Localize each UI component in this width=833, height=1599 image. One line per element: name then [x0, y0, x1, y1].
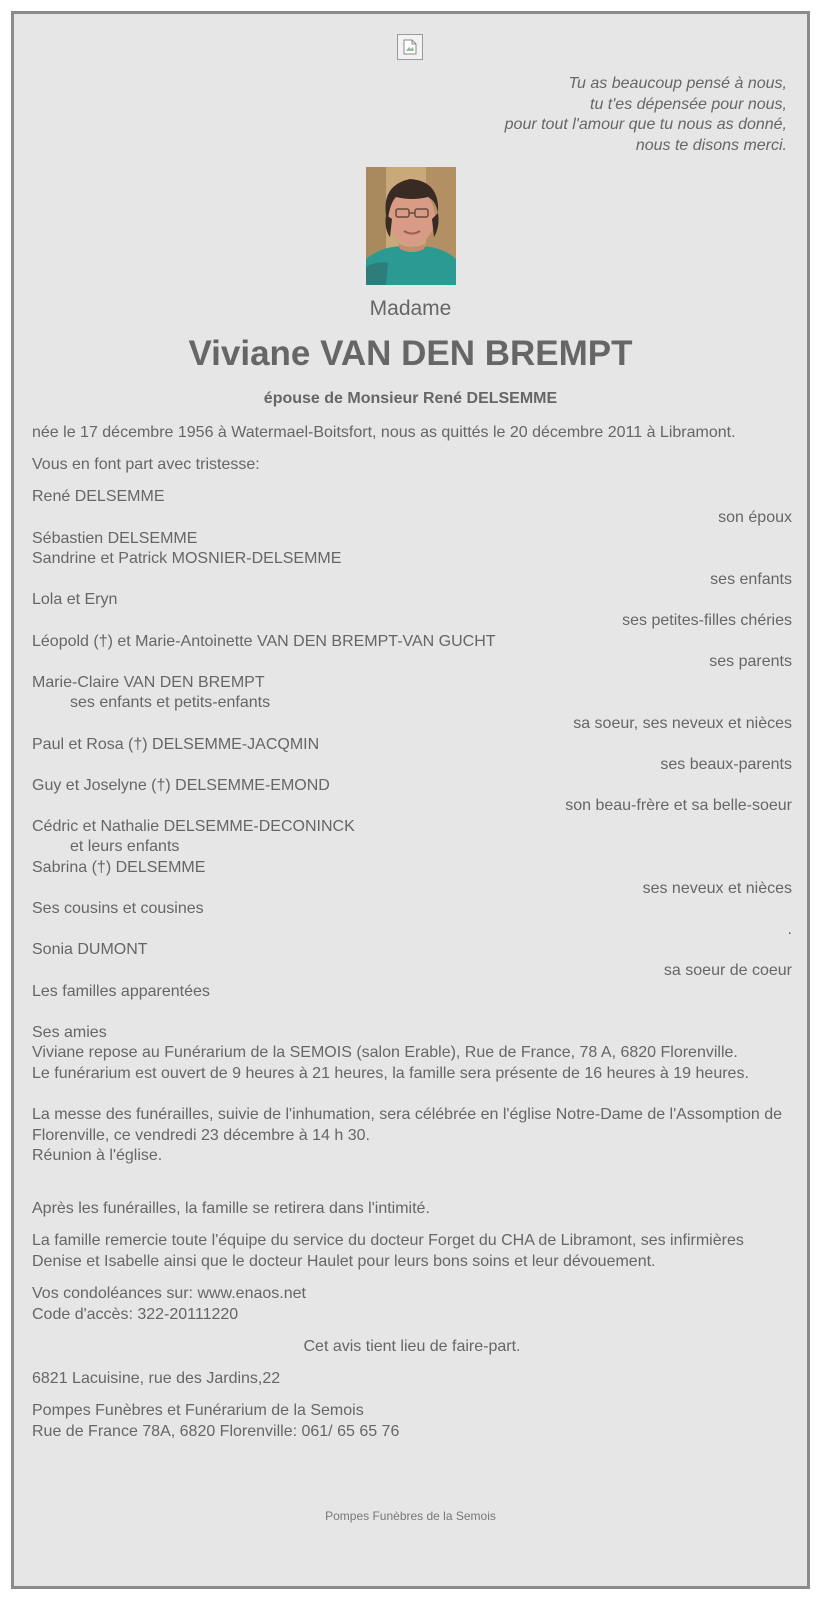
- deceased-name: Viviane VAN DEN BREMPT: [188, 334, 633, 373]
- broken-image-icon: [397, 34, 423, 60]
- family-name: Sonia DUMONT: [32, 941, 148, 959]
- repose-text: Viviane repose au Funérarium de la SEMOIS (salon Erable), Rue de France, 78 A, 6820 Florenville.: [32, 1044, 738, 1062]
- family-name: Sandrine et Patrick MOSNIER-DELSEMME: [32, 550, 342, 568]
- address-text: 6821 Lacuisine, rue des Jardins,22: [32, 1370, 281, 1388]
- family-relation: ses beaux-parents: [660, 756, 792, 774]
- spouse-line: épouse de Monsieur René DELSEMME: [263, 390, 558, 407]
- undertaker-address: Rue de France 78A, 6820 Florenville: 061/ 65 65 76: [32, 1422, 400, 1440]
- blank-line: [32, 1167, 792, 1188]
- family-relation: .: [787, 920, 792, 938]
- portrait-photo: [366, 167, 456, 285]
- footer-credit: Pompes Funèbres de la Semois: [325, 1509, 496, 1523]
- family-name: René DELSEMME: [32, 488, 165, 506]
- obituary-body: [32, 423, 792, 1442]
- birth-death-text: née le 17 décembre 1956 à Watermael-Boitsfort, nous as quittés le 20 décembre 2011 à Libramont.: [32, 424, 736, 441]
- family-relation: ses neveux et nièces: [642, 879, 792, 897]
- obituary-card: [11, 11, 810, 1589]
- condolences-block: [32, 1284, 792, 1325]
- notice-text: Cet avis tient lieu de faire-part.: [303, 1337, 521, 1355]
- family-name: Ses cousins et cousines: [32, 900, 204, 918]
- family-relation: ses petites-filles chéries: [622, 611, 792, 629]
- family-name: Cédric et Nathalie DELSEMME-DECONINCK: [32, 817, 355, 835]
- blank-line: [32, 1002, 792, 1023]
- family-list: [32, 487, 792, 1043]
- after-funeral-text: Après les funérailles, la famille se retirera dans l'intimité.: [32, 1200, 430, 1218]
- family-name: Lola et Eryn: [32, 591, 118, 609]
- family-name: Paul et Rosa (†) DELSEMME-JACQMIN: [32, 735, 320, 753]
- family-name: Sabrina (†) DELSEMME: [32, 859, 206, 877]
- family-name: Marie-Claire VAN DEN BREMPT: [32, 673, 265, 691]
- family-name: Léopold (†) et Marie-Antoinette VAN DEN BREMPT-VAN GUCHT: [32, 632, 496, 650]
- family-relation: son époux: [718, 508, 792, 526]
- condolences-text: Vos condoléances sur: www.enaos.net: [32, 1285, 306, 1303]
- undertaker-name: Pompes Funèbres et Funérarium de la Semois: [32, 1402, 364, 1420]
- family-relation: ses enfants: [710, 570, 792, 588]
- undertaker-block: [32, 1401, 792, 1442]
- access-code-text: Code d'accès: 322-20111220: [32, 1305, 239, 1323]
- family-name: Ses amies: [32, 1023, 107, 1041]
- thanks-text: La famille remercie toute l'équipe du service du docteur Forget du CHA de Libramont, ses infirmières Denise et Isabelle ainsi que le docteur Haulet pour leurs bons soins et leur dévouement.: [32, 1232, 744, 1270]
- meeting-text: Réunion à l'église.: [32, 1147, 163, 1165]
- family-relation: son beau-frère et sa belle-soeur: [565, 797, 792, 815]
- family-relation: sa soeur, ses neveux et nièces: [573, 714, 792, 732]
- blank-line: [32, 1085, 792, 1106]
- poem-line: pour tout l'amour que tu nous as donné,: [504, 116, 787, 133]
- family-subline: et leurs enfants: [70, 838, 180, 856]
- poem-line: nous te disons merci.: [635, 136, 787, 154]
- poem-line: tu t'es dépensée pour nous,: [590, 95, 787, 113]
- mass-text: La messe des funérailles, suivie de l'inhumation, sera célébrée en l'église Notre-Dame de l'Assomption de Florenville, ce vendredi 23 décembre à 14 h 30.: [32, 1106, 782, 1144]
- hours-text: Le funérarium est ouvert de 9 heures à 21 heures, la famille sera présente de 16 heures à 19 heures.: [32, 1065, 749, 1082]
- poem: [287, 74, 787, 156]
- family-subline: ses enfants et petits-enfants: [70, 694, 271, 712]
- family-relation: ses parents: [709, 653, 792, 671]
- family-name: Les familles apparentées: [32, 982, 210, 1000]
- family-relation: sa soeur de coeur: [663, 962, 792, 980]
- announcement-text: Vous en font part avec tristesse:: [32, 456, 260, 474]
- family-name: Guy et Joselyne (†) DELSEMME-EMOND: [32, 776, 330, 794]
- poem-line: Tu as beaucoup pensé à nous,: [568, 75, 787, 92]
- salutation: Madame: [369, 297, 452, 320]
- family-name: Sébastien DELSEMME: [32, 529, 198, 547]
